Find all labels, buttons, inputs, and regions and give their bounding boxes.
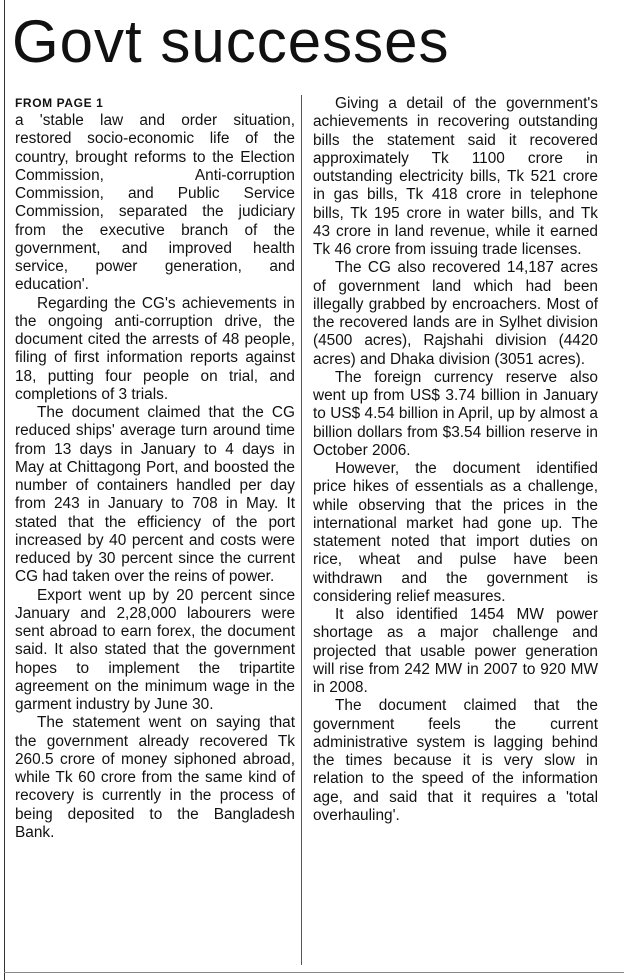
paragraph: The document claimed that the government feels the current administrative system is lagging behind the times because it is very slow in relation to the speed of the information age, and said that it requires a 'total overhauling'. xyxy=(313,697,598,824)
bottom-rule xyxy=(4,972,624,973)
column-divider xyxy=(301,95,302,965)
paragraph: It also identified 1454 MW power shortage as a major challenge and projected that usable power generation will rise from 242 MW in 2007 to 920 MW in 2008. xyxy=(313,606,598,696)
page-border xyxy=(4,0,5,980)
paragraph: The foreign currency reserve also went up from US$ 3.74 billion in January to US$ 4.54 billion in April, up by almost a billion dollars from $3.54 billion reserve in October 2006. xyxy=(313,368,598,459)
paragraph: a 'stable law and order situation, restored socio-economic life of the country, brought reforms to the Election Commission, Anti-corruption Commission, and Public Service Commission, separated the judiciary from the executive branch of the government, and improved health service, power generation, and education'. xyxy=(15,112,295,294)
paragraph: Regarding the CG's achievements in the ongoing anti-corruption drive, the document cited the arrests of 48 people, filing of first information reports against 18, putting four people on trial, and completions of 3 trials. xyxy=(15,294,295,403)
jump-label: FROM PAGE 1 xyxy=(15,96,104,110)
paragraph: Export went up by 20 percent since January and 2,28,000 labourers were sent abroad to earn forex, the document said. It also stated that the government hopes to implement the tripartite agreement on the minimum wage in the garment industry by June 30. xyxy=(15,586,295,713)
paragraph: The CG also recovered 14,187 acres of government land which had been illegally grabbed by encroachers. Most of the recovered lands are in Sylhet division (4500 acres), Rajshahi division (4420 acres) and Dhaka division (3051 acres). xyxy=(313,259,598,368)
paragraph: The document claimed that the CG reduced ships' average turn around time from 13 days in January to 4 days in May at Chittagong Port, and boosted the number of containers handled per day from 243 in January to 708 in May. It stated that the efficiency of the port increased by 40 percent and costs were reduced by 30 percent since the current CG had taken over the reins of power. xyxy=(15,404,295,586)
article-column-left xyxy=(15,95,295,842)
headline: Govt successes xyxy=(12,8,450,75)
paragraph: However, the document identified price hikes of essentials as a challenge, while observing that the prices in the international market had gone up. The statement noted that import duties on rice, wheat and pulse have been withdrawn and the government is considering relief measures. xyxy=(313,460,598,605)
article-column-right xyxy=(313,95,598,825)
paragraph: Giving a detail of the government's achievements in recovering outstanding bills the statement said it recovered approximately Tk 1100 crore in outstanding electricity bills, Tk 521 crore in gas bills, Tk 418 crore in telephone bills, Tk 195 crore in water bills, and Tk 43 crore in land revenue, while it earned Tk 46 crore from issuing trade licenses. xyxy=(313,95,598,258)
paragraph: The statement went on saying that the government already recovered Tk 260.5 crore of money siphoned abroad, while Tk 60 crore from the same kind of recovery is currently in the process of being deposited to the Bangladesh Bank. xyxy=(15,714,295,841)
